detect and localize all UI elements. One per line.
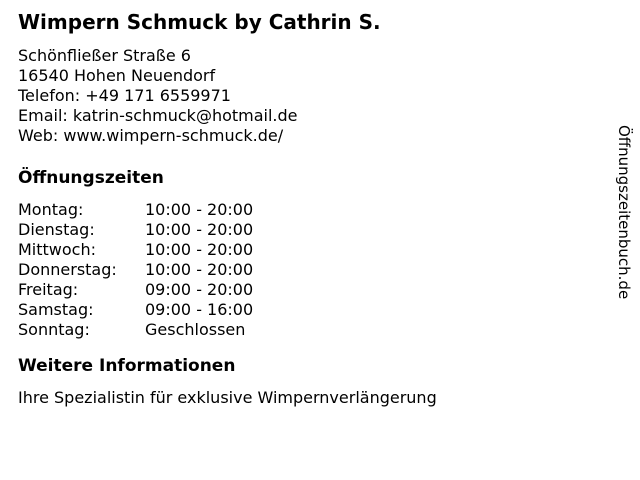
hours-day: Freitag:	[18, 280, 79, 299]
hours-day: Montag:	[18, 200, 84, 219]
phone-value: +49 171 6559971	[85, 86, 231, 105]
info-text: Ihre Spezialistin für exklusive Wimpernverlängerung	[18, 388, 437, 407]
hours-time: 09:00 - 16:00	[145, 300, 254, 319]
hours-time: 10:00 - 20:00	[145, 220, 254, 239]
address-street: Schönfließer Straße 6	[18, 46, 191, 65]
phone-label: Telefon:	[18, 86, 81, 105]
web-label: Web:	[18, 126, 59, 145]
hours-time: 10:00 - 20:00	[145, 240, 254, 259]
email-label: Email:	[18, 106, 68, 125]
page-title: Wimpern Schmuck by Cathrin S.	[18, 10, 381, 34]
phone-line	[18, 86, 598, 106]
hours-time: Geschlossen	[145, 320, 246, 339]
hours-day: Samstag:	[18, 300, 94, 319]
hours-table	[18, 200, 598, 340]
hours-time: 10:00 - 20:00	[145, 200, 254, 219]
site-watermark: Öffnungszeitenbuch.de	[615, 125, 633, 300]
hours-day: Sonntag:	[18, 320, 90, 339]
hours-time: 09:00 - 20:00	[145, 280, 254, 299]
info-section	[18, 356, 598, 408]
email-line	[18, 106, 598, 126]
web-line	[18, 126, 598, 146]
hours-section-title: Öffnungszeiten	[18, 168, 164, 188]
web-value: www.wimpern-schmuck.de/	[63, 126, 284, 145]
address-city: 16540 Hohen Neuendorf	[18, 66, 216, 85]
email-value: katrin-schmuck@hotmail.de	[72, 106, 298, 125]
hours-day: Donnerstag:	[18, 260, 117, 279]
hours-day: Mittwoch:	[18, 240, 96, 259]
info-section-title: Weitere Informationen	[18, 356, 236, 376]
hours-time: 10:00 - 20:00	[145, 260, 254, 279]
contact-block	[18, 46, 598, 146]
listing-content	[18, 10, 598, 408]
hours-day: Dienstag:	[18, 220, 95, 239]
